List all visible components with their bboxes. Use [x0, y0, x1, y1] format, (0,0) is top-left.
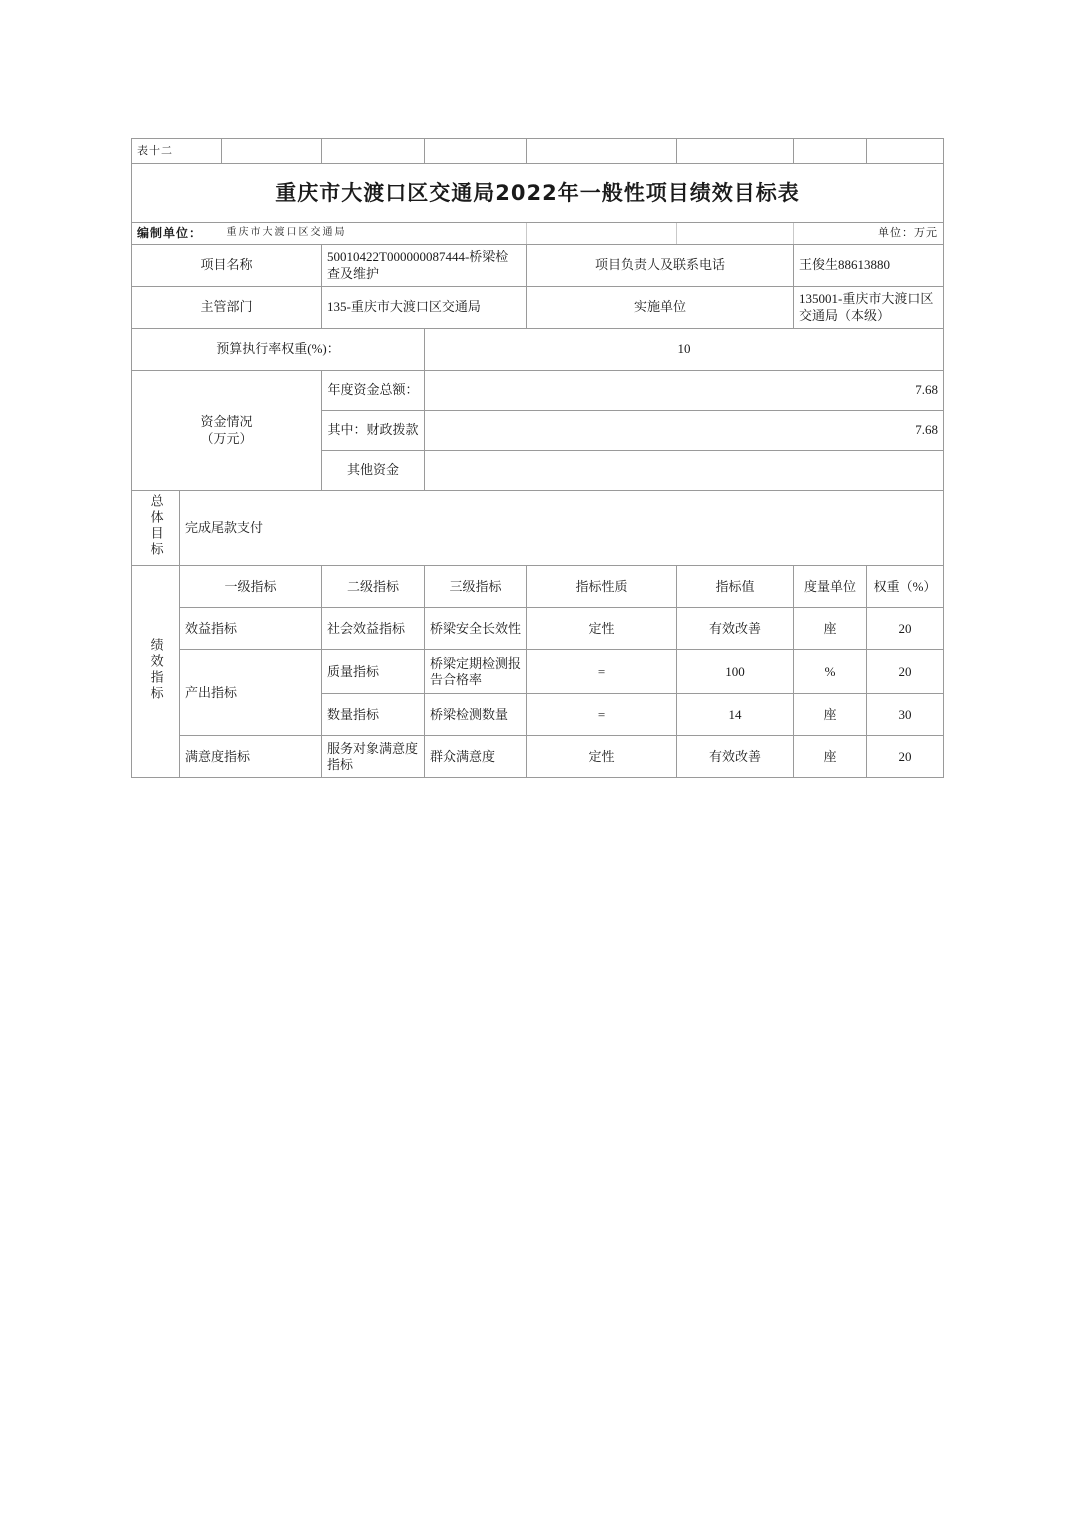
cell-level2: 数量指标	[322, 694, 425, 736]
performance-header-row	[132, 566, 944, 608]
performance-section-label-cell	[132, 566, 180, 778]
budget-rate-value: 10	[425, 329, 944, 371]
form-label: 表十二	[132, 139, 222, 164]
cell-value: 有效改善	[677, 736, 794, 778]
budget-rate-label: 预算执行率权重(%)：	[132, 329, 425, 371]
blank-cell	[222, 139, 322, 164]
blank-cell	[794, 139, 867, 164]
column-header-level1: 一级指标	[180, 566, 322, 608]
title-row	[132, 164, 944, 223]
performance-section-label: 绩效指标	[148, 637, 164, 702]
table-row	[132, 736, 944, 778]
page-title: 重庆市大渡口区交通局2022年一般性项目绩效目标表	[132, 164, 944, 223]
cell-weight: 20	[867, 736, 944, 778]
cell-nature: 定性	[527, 736, 677, 778]
cell-level2: 服务对象满意度指标	[322, 736, 425, 778]
cell-level2: 质量指标	[322, 650, 425, 694]
meta-row	[132, 223, 944, 245]
cell-level1: 产出指标	[180, 650, 322, 736]
table-row	[132, 650, 944, 694]
implementer-label: 实施单位	[527, 287, 794, 329]
column-header-value: 指标值	[677, 566, 794, 608]
funds-row-label-1: 其中：财政拨款	[322, 411, 425, 451]
cell-unit: 座	[794, 694, 867, 736]
cell-level1: 效益指标	[180, 608, 322, 650]
cell-nature: =	[527, 694, 677, 736]
column-header-unit: 度量单位	[794, 566, 867, 608]
blank-cell	[867, 139, 944, 164]
owner-value: 王俊生88613880	[794, 245, 944, 287]
cell-nature: =	[527, 650, 677, 694]
main-table	[131, 138, 944, 778]
prepared-by-label: 编制单位：	[132, 223, 222, 245]
cell-value: 14	[677, 694, 794, 736]
cell-level3: 桥梁检测数量	[425, 694, 527, 736]
cell-unit: 座	[794, 608, 867, 650]
cell-level3: 群众满意度	[425, 736, 527, 778]
overall-goal-label-cell	[132, 491, 180, 566]
funds-label-line2: （万元）	[200, 430, 253, 446]
funds-label	[132, 371, 322, 491]
cell-weight: 30	[867, 694, 944, 736]
form-label-row	[132, 139, 944, 164]
budget-rate-row	[132, 329, 944, 371]
department-label: 主管部门	[132, 287, 322, 329]
cell-unit: 座	[794, 736, 867, 778]
column-header-nature: 指标性质	[527, 566, 677, 608]
project-name-value: 50010422T000000087444-桥梁检查及维护	[322, 245, 527, 287]
column-header-level2: 二级指标	[322, 566, 425, 608]
funds-row-label-0: 年度资金总额：	[322, 371, 425, 411]
column-header-level3: 三级指标	[425, 566, 527, 608]
department-row	[132, 287, 944, 329]
cell-weight: 20	[867, 650, 944, 694]
cell-level2: 社会效益指标	[322, 608, 425, 650]
cell-level3: 桥梁定期检测报告合格率	[425, 650, 527, 694]
cell-level3: 桥梁安全长效性	[425, 608, 527, 650]
blank-cell	[322, 139, 425, 164]
funds-row-value-2	[425, 451, 944, 491]
overall-goal-value: 完成尾款支付	[180, 491, 944, 566]
funds-row-label-2: 其他资金	[322, 451, 425, 491]
meta-blank-cell-2	[677, 223, 794, 245]
cell-unit: %	[794, 650, 867, 694]
funds-row-value-0: 7.68	[425, 371, 944, 411]
unit-label: 单位：万元	[794, 223, 944, 245]
blank-cell	[425, 139, 527, 164]
overall-goal-label: 总体目标	[148, 494, 164, 558]
funds-row-value-1: 7.68	[425, 411, 944, 451]
department-value: 135-重庆市大渡口区交通局	[322, 287, 527, 329]
funds-label-line1: 资金情况	[200, 414, 253, 430]
column-header-weight: 权重（%）	[867, 566, 944, 608]
project-name-label: 项目名称	[132, 245, 322, 287]
funds-total-row	[132, 371, 944, 411]
project-name-row	[132, 245, 944, 287]
cell-nature: 定性	[527, 608, 677, 650]
owner-label: 项目负责人及联系电话	[527, 245, 794, 287]
cell-weight: 20	[867, 608, 944, 650]
implementer-value: 135001-重庆市大渡口区交通局（本级）	[794, 287, 944, 329]
table-row	[132, 608, 944, 650]
prepared-by-value: 重庆市大渡口区交通局	[222, 223, 527, 245]
blank-cell	[527, 139, 677, 164]
overall-goal-row	[132, 491, 944, 566]
meta-blank-cell	[527, 223, 677, 245]
budget-performance-sheet	[131, 138, 943, 778]
cell-value: 有效改善	[677, 608, 794, 650]
cell-level1: 满意度指标	[180, 736, 322, 778]
cell-value: 100	[677, 650, 794, 694]
blank-cell	[677, 139, 794, 164]
